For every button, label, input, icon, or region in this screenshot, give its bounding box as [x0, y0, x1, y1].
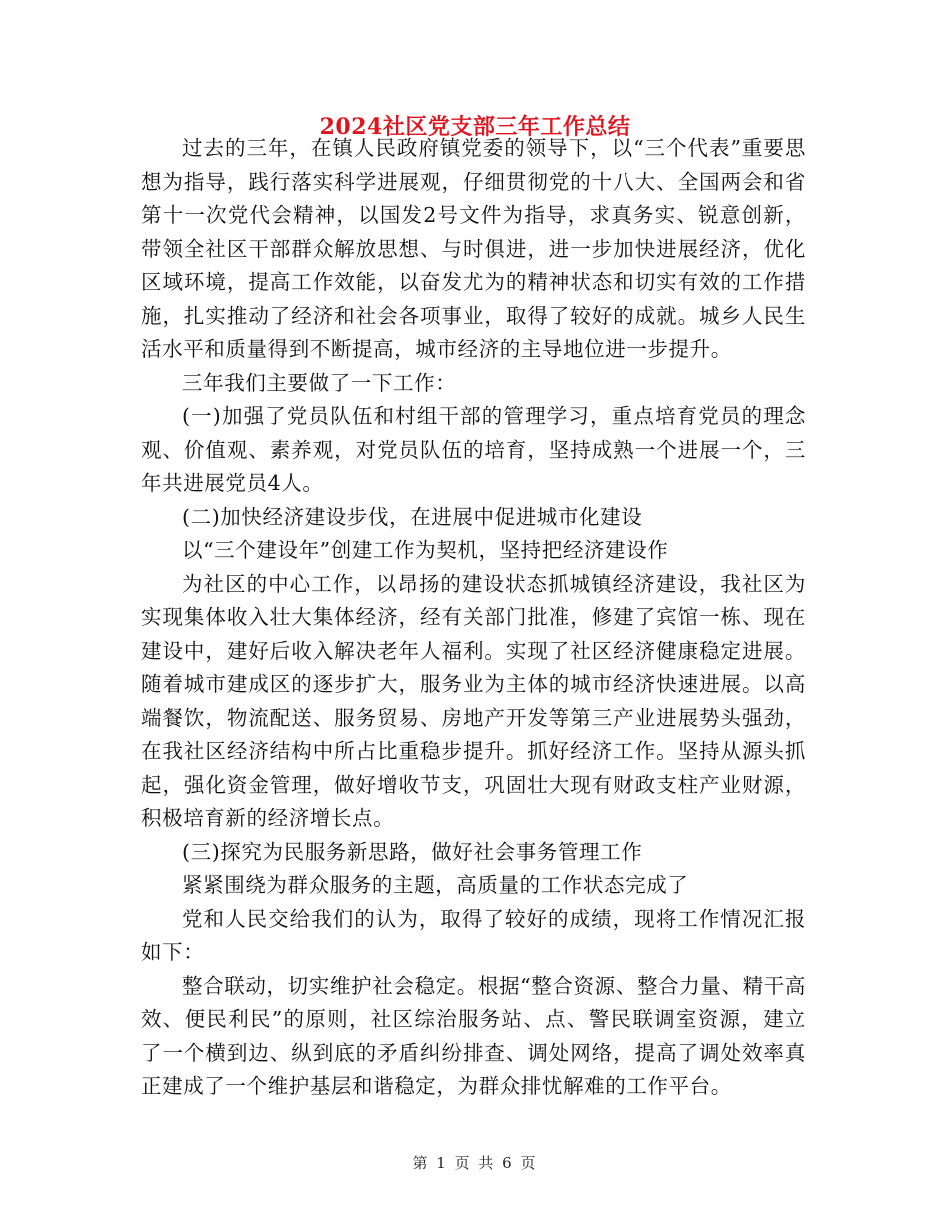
paragraph-section-3-lead: 紧紧围绕为群众服务的主题，高质量的工作状态完成了: [182, 873, 689, 897]
paragraph-social-stability: 整合联动，切实维护社会稳定。根据“整合资源、整合力量、精干高效、便民利民”的原则，社区综治服务站、点、警民联调室资源，建立了一个横到边、纵到底的矛盾纠纷排查、调处网络，提高了调处效率真正建成了一个维护基层和谐稳定，为群众排忧解难的工作平台。: [141, 973, 806, 1098]
paragraph-section-2-lead: 以“三个建设年”创建工作为契机，坚持把经济建设作: [182, 538, 669, 562]
paragraph-section-3-heading: (三)探究为民服务新思路，做好社会事务管理工作: [182, 839, 643, 864]
paragraph-work-summary-lead: 三年我们主要做了一下工作：: [182, 370, 457, 395]
document-title: 2024社区党支部三年工作总结: [319, 114, 631, 140]
paragraph-intro: 过去的三年，在镇人民政府镇党委的领导下，以“三个代表”重要思想为指导，践行落实科学进展观，仔细贯彻党的十八大、全国两会和省第十一次党代会精神，以国发2号文件为指导，求真务实、锐意创新，带领全社区干部群众解放思想、与时俱进，进一步加快进展经济，优化区域环境，提高工作效能，以奋发尤为的精神状态和切实有效的工作措施，扎实推动了经济和社会各项事业，取得了较好的成就。城乡人民生活水平和质量得到不断提高，城市经济的主导地位进一步提升。: [141, 136, 806, 361]
paragraph-section-2-heading: (二)加快经济建设步伐，在进展中促进城市化建设: [182, 504, 643, 529]
page-number-footer: 第 1 页 共 6 页: [412, 1154, 538, 1172]
paragraph-section-2-body: 为社区的中心工作，以昂扬的建设状态抓城镇经济建设，我社区为实现集体收入壮大集体经济，经有关部门批准，修建了宾馆一栋、现在建设中，建好后收入解决老年人福利。实现了社区经济健康稳定进展。随着城市建成区的逐步扩大，服务业为主体的城市经济快速进展。以高端餐饮，物流配送、服务贸易、房地产开发等第三产业进展势头强劲，在我社区经济结构中所占比重稳步提升。抓好经济工作。坚持从源头抓起，强化资金管理，做好增收节支，巩固壮大现有财政支柱产业财源，积极培育新的经济增长点。: [141, 571, 806, 830]
paragraph-section-3-report: 党和人民交给我们的认为，取得了较好的成绩，现将工作情况汇报如下：: [141, 906, 806, 964]
document-body: [141, 132, 806, 1104]
paragraph-section-1: (一)加强了党员队伍和村组干部的管理学习，重点培育党员的理念观、价值观、素养观，对党员队伍的培育，坚持成熟一个进展一个，三年共进展党员4人。: [141, 404, 806, 495]
